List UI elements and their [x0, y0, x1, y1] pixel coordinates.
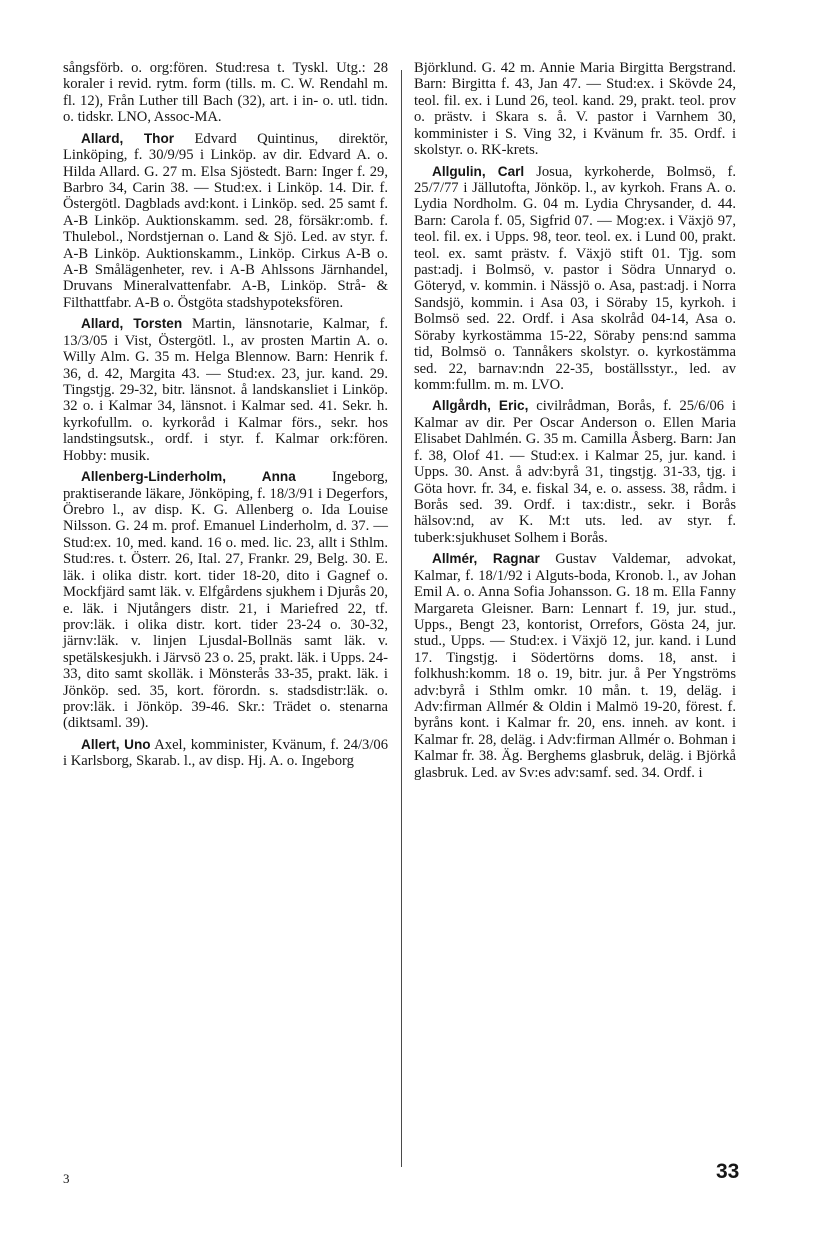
entry-name: Allert, Uno: [81, 736, 151, 752]
entry-text: Edvard Quintinus, direktör, Linköping, f. 30/9/95 i Linköp. av dir. Edvard A. o. Hilda Allard. G. 27 m. Elsa Sjöstedt. Barn: Inger f. 29, Barbro 34, Carin 38. — Stud:ex. i Linköp. 14. Dir. f. Östergötl. Dagblads avd:kont. i Linköp. sed. 25 samt f. A-B Linköp. Auktionskamm. sed. 28, försäkr:omb. f. Thulebol., Nordstjernan o. Land & Sjö. Led. av styr. f. A-B Linköp. Auktionskamm., Linköp. Cirkus A-B o. A-B Smålägenheter, rev. i A-B Ahlssons Järnhandel, Druvans Mineralvattenfabr. A-B, Linköp. Strå- & Filthattfabr. A-B o. Östgöta stadshypoteksfören.: [63, 130, 389, 311]
entry-name: Allmér, Ragnar: [432, 551, 540, 567]
entry-text: Martin, länsnotarie, Kalmar, f. 13/3/05 i Vist, Östergötl. l., av prosten Martin A. o. Willy Alm. G. 35 m. Helga Blennow. Barn: Henrik f. 36, d. 42, Margita 43. — Stud:ex. 23, jur. kand. 29. Tingstjg. 29-32, bitr. länsnot. å landskansliet i Linköp. 32 o. i Kalmar 34, länsnot. i Kalmar sed. 41. Sekr. h. kyrkofullm. o. kyrkoråd i Kalmar förs., sekr. hos landstingsutsk., ordf. i styr. f. Kalmar ork:fören. Hobby: musik.: [63, 316, 388, 464]
entry-text: Josua, kyrkoherde, Bolmsö, f. 25/7/77 i Jällutofta, Jönköp. l., av kyrkoh. Frans A. o. Lydia Nordholm. G. 04 m. Lydia Chrysander, d. 44. Barn: Carola f. 05, Sigfrid 07. — Mog:ex. i Växjö 97, teol. fil. ex. i Upps. 98, teor. teol. ex. i Lund 00, prakt. teol. ex. samt prästv. f. Växjö stift 01. Tjg. som past:adj. i Bolmsö, v. pastor i Södra Unnaryd o. Göteryd, v. kommin. i Nässjö o. Asa, past:adj. i Norra Sandsjö, kommin. i Asa 03, i Söraby 15, kyrkoh. i Bolmsö sed. 22. Ordf. i Asa skolråd 04-14, Asa o. Söraby kyrkostämma 15-22, Söraby pens:nd samma tid, Bolmsö o. Tannåkers skolstyr. o. kyrkostämma sed. 22, barnav:ndn 22-35, boställsstyr., led. av komm:fullm. m. m. LVO.: [414, 163, 736, 394]
entry-text: Ingeborg, praktiserande läkare, Jönköping, f. 18/3/91 i Degerfors, Örebro l., av disp. K. G. Allenberg o. Ida Louise Nilsson. G. 24 m. prof. Emanuel Linderholm, d. 37. — Stud:ex. 10, med. kand. 16 o. med. lic. 23, allt i Sthlm. Stud:res. t. Österr. 26, Ital. 27, Frankr. 29, Belg. 30. E. läk. i olika distr. kort. tider 18-20, dito i Gagnef o. Mockfjärd samt läk. v. Elfgårdens sjukhem i Djurås 20, e. läk. i Njutångers distr. 21, i Mariefred 22, tf. prov:läk. i olika distr. kort. tider 23-24 o. 30-32, järnv:läk. v. linjen Ljusdal-Bollnäs samt läk. v. spetälskesjukh. i Järvsö 23 o. 25, prakt. läk. i Upps. 24-33, dito samt skolläk. i Mönsterås 33-35, prakt. läk. i Jönköp. sed. 35, kort. förordn. s. stadsdistr:läk. o. prov:läk. i Jönköp. 39-46. Skr.: Trädet o. stenarna (diktsaml. 39).: [63, 469, 389, 732]
entry-allgardh-eric: [414, 398, 736, 546]
entry-name: Allenberg-Linderholm, Anna: [81, 469, 296, 485]
signature-mark: 3: [63, 1171, 70, 1186]
left-column: [63, 60, 388, 775]
right-column: [414, 60, 736, 786]
entry-allgulin-carl: [414, 164, 736, 394]
entry-text: civilrådman, Borås, f. 25/6/06 i Kalmar av dir. Per Oscar Anderson o. Ellen Maria Elisabet Dahlmén. G. 35 m. Camilla Åsberg. Barn: Jan f. 38, Olof 41. — Stud:ex. i Kalmar 25, jur. kand. i Upps. 30. Anst. å adv:byrå 31, tingstjg. 31-33, tjg. i Göta hovr. fr. 34, e. fiskal 34, e. o. assess. 38, rådm. i Borås sed. 39. Ordf. i tax:distr., sekr. i Borås hälsov:nd, av K. M:t uts. led. av styr. f. tuberk:sjukhuset Solhem i Borås.: [414, 398, 736, 546]
entry-text: sångsförb. o. org:fören. Stud:resa t. Tyskl. Utg.: 28 koraler i revid. rytm. form (tills. m. C. W. Rendahl m. fl. 12), Från Luther till Bach (32), art. i in- o. utl. tidn. o. tidskr. LNO, Assoc-MA.: [63, 60, 388, 126]
entry-allmer-ragnar: [414, 551, 736, 781]
entry-allard-torsten: [63, 316, 388, 464]
entry-allenberg-linderholm: [63, 469, 388, 732]
entry-text: Gustav Valdemar, advokat, Kalmar, f. 18/1/92 i Alguts-boda, Kronob. l., av Johan Emil A. o. Anna Sofia Johansson. G. 18 m. Ella Fanny Margareta Gleisner. Barn: Lennart f. 19, jur. stud., Upps., Bengt 23, kontorist, Orrefors, Gösta 24, jur. stud., Upps. — Stud:ex. i Växjö 12, jur. kand. i Lund 17. Tingstjg. i Södertörns doms. 18, anst. i folkhush:komm. 18 o. 19, bitr. jur. å Per Yngströms adv:byrå i Sthlm omkr. 10 mån. t. 19, deläg. i Adv:firman Allmér & Oldin i Malmö 19-20, förest. f. byråns kont. i Kalmar fr. 20, ens. inneh. av kont. i Kalmar fr. 28, deläg. i Adv:firman Allmér o. Bohman i Kalmar fr. 38. Äg. Berghems glasbruk, deläg. i Björkå glasbruk. Led. av Sv:es adv:samf. sed. 34. Ordf. i: [414, 551, 736, 781]
page-number: 33: [716, 1160, 740, 1183]
entry-continuation: [414, 60, 736, 159]
entry-name: Allard, Torsten: [81, 316, 183, 332]
column-divider: [401, 70, 402, 1167]
entry-allert-uno: [63, 737, 388, 770]
entry-name: Allgårdh, Eric,: [432, 398, 529, 414]
entry-text: Axel, komminister, Kvänum, f. 24/3/06 i Karlsborg, Skarab. l., av disp. Hj. A. o. Ingeborg: [63, 736, 388, 770]
entry-allard-thor: [63, 131, 388, 312]
entry-name: Allgulin, Carl: [432, 163, 525, 179]
entry-name: Allard, Thor: [81, 130, 175, 146]
entry-text: Björklund. G. 42 m. Annie Maria Birgitta Bergstrand. Barn: Birgitta f. 43, Jan 47. — Stud:ex. i Skövde 24, teol. fil. ex. i Lund 26, teol. kand. 29, prakt. teol. prov o. prästv. i Skara s. å. V. pastor i Varnhem 30, komminister i S. Ving 32, i Kvänum fr. 35. Ordf. i skolstyr. o. RK-krets.: [414, 60, 736, 159]
entry-continuation: [63, 60, 388, 126]
